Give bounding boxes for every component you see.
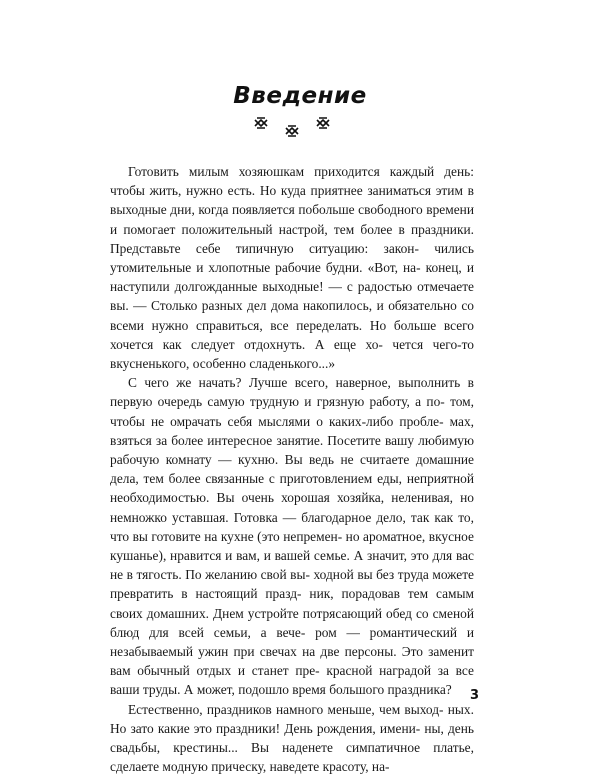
knot-center-icon	[286, 126, 298, 136]
knot-left-icon	[255, 118, 267, 128]
page-title: Введение	[233, 83, 367, 109]
paragraph-2: С чего же начать? Лучше всего, наверное, выполнить в первую очередь самую трудную и грязную работу, а по- том, чтобы не омрачать себя мыслями о каких-либо пробле- мах, взяться за более интересное занятие. Посетите вашу любимую рабочую комнату — кухню. Вы ведь не считаете домашние дела, тем более связанные с приготовлением еды, неприятной необходимостью. Вы очень хорошая хозяйка, неленивая, но немножко уставшая. Готовка — благодарное дело, так как то, что вы готовите на кухне (это непремен- но ароматное, вкусное кушанье), нравится и вам, и вашей семье. А значит, это для вас не в тягость. По желанию свой вы- ходной вы без труда можете превратить в настоящий празд- ник, порадовав тем самым своих домашних. Днем устройте потрясающий обед со сменой блюд для всей семьи, а вече- ром — романтический и незабываемый ужин при свечах на две персоны. Это заменит вам обычный отдых и станет пре- красной наградой за все ваши труды. А может, подошло время большого праздника?	[110, 375, 475, 698]
body-text	[110, 162, 474, 777]
knot-right-icon	[317, 118, 329, 128]
page-number: 3	[469, 688, 479, 703]
paragraph-1: Готовить милым хозяюшкам приходится каждый день: чтобы жить, нужно есть. Но куда приятнее заниматься этим в выходные дни, когда появляется побольше свободного времени и помогает положительный настрой, тем более в праздники. Представьте себе типичную ситуацию: закон- чились утомительные и хлопотные рабочие будни. «Вот, на- конец, и наступили долгожданные выходные! — с радостью отмечаете вы. — Столько разных дел дома накопилось, и обязательно со всеми нужно справиться, все переделать. Но больше всего хочется как следует отдохнуть. А еще хо- чется чего-то вкусненького, особенно сладенького...»	[110, 164, 474, 372]
paragraph-3: Естественно, праздников намного меньше, чем выход- ных. Но зато какие это праздники! День рождения, имени- ны, день свадьбы, крестины... Вы наденете симпатичное платье, сделаете модную прическу, наведете красоту, на-	[110, 701, 474, 775]
triple-knot-ornament-icon	[252, 116, 332, 138]
